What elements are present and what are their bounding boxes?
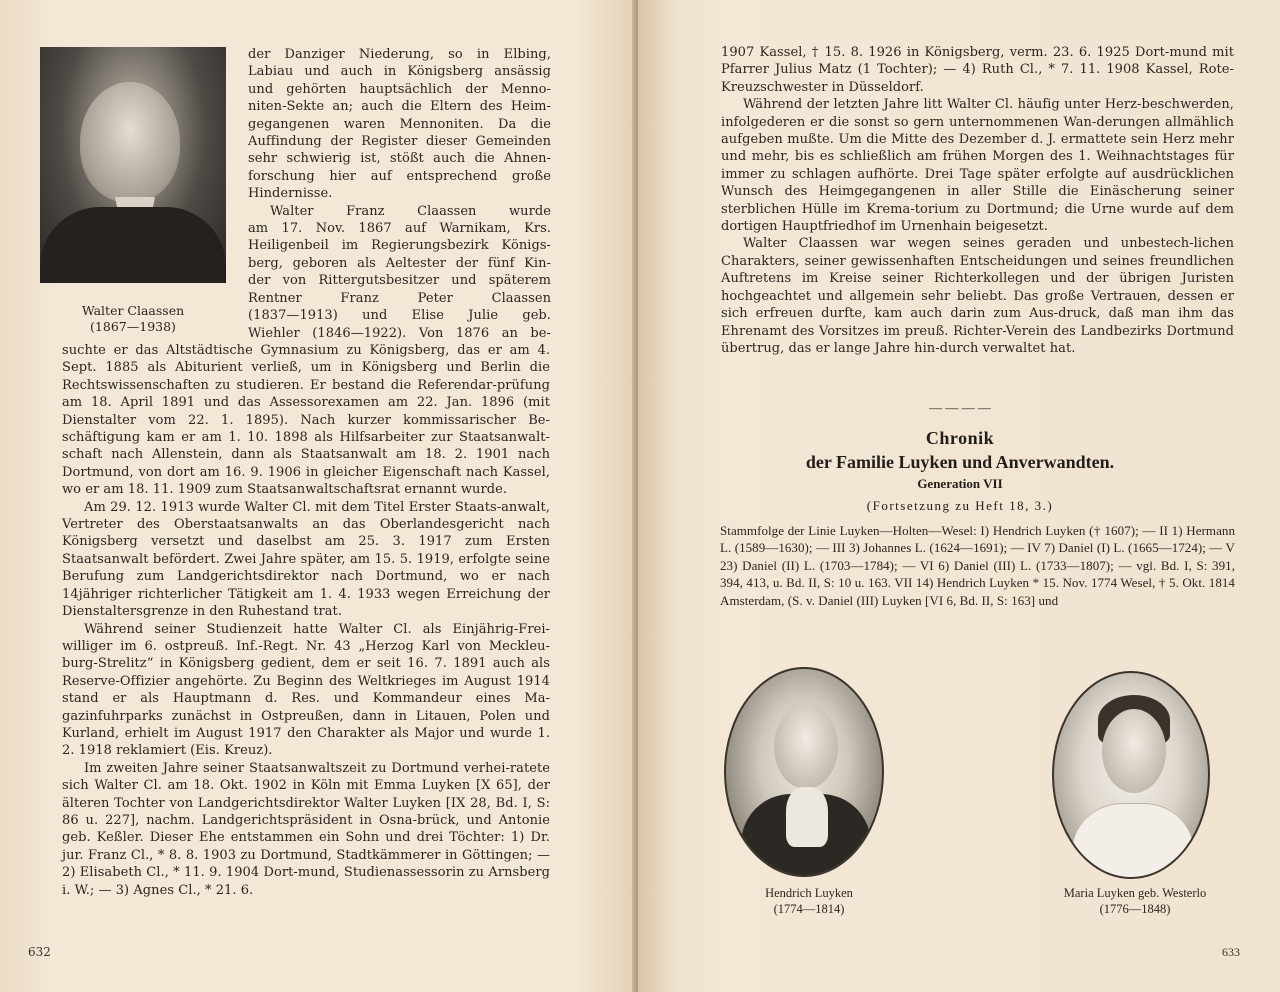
- text-line: Walter Franz Claassen wurde: [270, 203, 551, 219]
- text-line: (1837—1913) und Elise Julie geb.: [248, 308, 551, 324]
- photo-caption-name: Walter Claassen: [81, 303, 185, 318]
- page-number-right: 633: [1222, 945, 1240, 959]
- text-line: niten-Sekte an; auch die Eltern des Heim-: [248, 99, 551, 115]
- text-line: gegangenen waren Mennoniten. Da die: [248, 116, 551, 132]
- hendrich-luyken-portrait: [724, 667, 884, 877]
- right-top-text: [721, 44, 1234, 357]
- paragraph: Stammfolge der Linie Luyken—Holten—Wesel: I) Hendrich Luyken († 1607); — II 1) Hermann L. (1589—1630); — III 3) Johannes L. (1624—1691); — IV 7) Daniel (I) L. (1665—1724); — V 23) Daniel (II) L. (1703—1784); — VI 6) Daniel (III) L. (1733—1807); — vgl. Bd. I, S: 391, 394, 413, u. Bd. II, S: 10 u. 163. VII 14) Hendrich Luyken * 15. Nov. 1774 Wesel, † 5. Okt. 1814 Amsterdam, (S. v. Daniel (III) Luyken [VI 6, Bd. II, S: 163] und: [720, 523, 1235, 608]
- photo-caption-years: (1867—1938): [90, 319, 176, 334]
- text-line: berg, geboren als Aeltester der fünf Kin-: [248, 255, 551, 271]
- lineage-text: [720, 522, 1235, 609]
- paragraph: Walter Claassen war wegen seines geraden und unbestech-lichen Charakters, seiner gewissenhaften Entscheidungen und seines freundlichen Auftretens im Kreise seiner Richterkollegen und der übrigen Juristen hochgeachtet und allgemein sehr beliebt. Das große Vertrauen, dessen er sich erfreuen durfte, kam auch darin zum Aus-druck, daß man ihm das Ehrenamt des Vorsitzes im preuß. Richter-Verein des Landbezirks Dortmund übertrug, das er lange Jahre hin-durch verwaltet hat.: [721, 236, 1234, 356]
- portrait-left-years: (1774—1814): [773, 902, 845, 916]
- portrait-right-name: Maria Luyken geb. Westerlo: [1063, 886, 1207, 900]
- text-line: der Danziger Niederung, so in Elbing,: [248, 47, 551, 62]
- text-line: forschung hier auf entsprechend große: [248, 168, 551, 184]
- portrait-right-caption: [1030, 885, 1240, 917]
- text-line: und gehörten hauptsächlich der Menno-: [248, 81, 551, 97]
- photo-caption: [40, 303, 226, 335]
- text-line: Heiligenbeil im Regierungsbezirk Königs-: [248, 238, 551, 254]
- paragraph: Während seiner Studienzeit hatte Walter Cl. als Einjährig-Frei-williger im 6. ostpreuß. Inf.-Regt. Nr. 43 „Herzog Karl von Meckleu-burg-Strelitz“ in Königsberg gedient, dem er seit 16. 7. 1891 auch als Reserve-Offizier angehörte. Zu Beginn des Weltkrieges im August 1914 stand er als Hauptmann d. Res. und Kommandeur eines Ma-gazinfuhrparks zunächst in Ostpreußen, dann in Litauen, Polen und Kurland, erhielt im August 1917 den Charakter als Major und wurde 1. 2. 1918 reklamiert (Eis. Kreuz).: [62, 621, 550, 759]
- text-line: Auffindung der Register dieser Gemeinden: [248, 134, 551, 150]
- paragraph: Im zweiten Jahre seiner Staatsanwaltszeit zu Dortmund verhei-ratete sich Walter Cl. am 18. Okt. 1902 in Köln mit Emma Luyken [X 65], der älteren Tochter von Landgerichtsdirektor Walter Luyken [IX 28, Bd. I, S: 86 u. 227], nachm. Landgerichtspräsident in Osna-brück, und Antonie geb. Keßler. Dieser Ehe entstammen ein Sohn und drei Töchter: 1) Dr. jur. Franz Cl., * 8. 8. 1903 zu Dortmund, Stadtkämmerer in Göttingen; — 2) Elisabeth Cl., * 11. 9. 1904 Dort-mund, Studienassessorin zu Arnsberg i. W.; — 3) Agnes Cl., * 21. 6.: [62, 760, 550, 898]
- page-number-left: 632: [28, 945, 51, 959]
- portrait-body: [1072, 803, 1194, 879]
- walter-claassen-photo: [40, 47, 226, 283]
- paragraph: suchte er das Altstädtische Gymnasium zu Königsberg, das er am 4. Sept. 1885 als Abiturient verließ, um in Königsberg und Berlin die Rechtswissenschaften zu studieren. Er bestand die Referendar-prüfung am 18. April 1891 und das Assessorexamen am 22. Jan. 1896 (mit Dienstalter vom 22. 1. 1895). Nach kurzer kommissarischer Be-schäftigung kam er am 1. 10. 1898 als Hilfsarbeiter zur Staatsanwalt-schaft nach Allenstein, dann als Staatsanwalt am 18. 2. 1901 nach Dortmund, von dort am 16. 9. 1906 in gleicher Eigenschaft nach Kassel, wo er am 18. 11. 1909 zum Staatsanwaltschaftsrat ernannt wurde.: [62, 343, 550, 498]
- portrait-face: [80, 82, 180, 202]
- chronicle-subtitle: der Familie Luyken und Anverwandten.: [805, 452, 1115, 472]
- portrait-coat: [40, 207, 226, 283]
- section-divider: — — — —: [929, 400, 991, 415]
- portrait-face: [774, 705, 838, 789]
- left-page: [0, 0, 638, 992]
- left-main-text: [62, 342, 550, 899]
- text-line: Wiehler (1846—1922). Von 1876 an be-: [248, 325, 551, 341]
- chronicle-title: Chronik: [925, 428, 995, 448]
- continuation-note: (Fortsetzung zu Heft 18, 3.): [866, 498, 1054, 513]
- text-line: sehr schwierig ist, stößt auch die Ahnen-: [248, 151, 551, 167]
- text-line: Labiau und auch in Königsberg ansässig: [248, 64, 551, 80]
- paragraph: 1907 Kassel, † 15. 8. 1926 in Königsberg, verm. 23. 6. 1925 Dort-mund mit Pfarrer Julius Matz (1 Tochter); — 4) Ruth Cl., * 7. 11. 1908 Kassel, Rote-Kreuzschwester in Düsseldorf.: [721, 45, 1234, 95]
- text-line: der von Rittergutsbesitzer und späterem: [248, 273, 551, 289]
- generation-heading: Generation VII: [917, 476, 1003, 491]
- text-line: Hindernisse.: [248, 186, 333, 202]
- portrait-face: [1102, 709, 1166, 793]
- portrait-right-years: (1776—1848): [1099, 902, 1171, 916]
- text-line: Rentner Franz Peter Claassen: [248, 290, 551, 306]
- text-line: am 17. Nov. 1867 auf Warnikam, Krs.: [248, 221, 551, 237]
- portrait-left-name: Hendrich Luyken: [765, 886, 853, 900]
- portrait-left-caption: [724, 885, 894, 917]
- maria-luyken-portrait: [1052, 671, 1210, 879]
- paragraph: Am 29. 12. 1913 wurde Walter Cl. mit dem Titel Erster Staats-anwalt, Vertreter des Oberstaatsanwalts an das Oberlandesgericht nach Königsberg versetzt und daselbst am 25. 3. 1917 zum Ersten Staatsanwalt befördert. Zwei Jahre später, am 15. 5. 1919, erfolgte seine Berufung zum Landgerichtsdirektor nach Dortmund, wo er nach 14jähriger richterlicher Tätigkeit am 1. 4. 1933 wegen Erreichung der Dienstaltersgrenze in den Ruhestand trat.: [62, 499, 550, 620]
- portrait-cravat: [786, 787, 828, 847]
- paragraph: Während der letzten Jahre litt Walter Cl. häufig unter Herz-beschwerden, infolgederen er die sonst so gern unternommenen Wan-derungen allmählich aufgeben mußte. Um die Mitte des Dezember d. J. ermattete sein Herz mehr und mehr, bis es schließlich am frühen Morgen des 1. Weihnachtstages für immer zu schlagen aufhörte. Drei Tage später erfolgte auf ausdrücklichen Wunsch des Heimgegangenen in aller Stille die Einäscherung seiner sterblichen Hülle im Krema-torium zu Dortmund; die Urne wurde auf dem dortigen Hauptfriedhof im Urnenhain beigesetzt.: [721, 97, 1234, 235]
- side-column-text: [248, 46, 551, 342]
